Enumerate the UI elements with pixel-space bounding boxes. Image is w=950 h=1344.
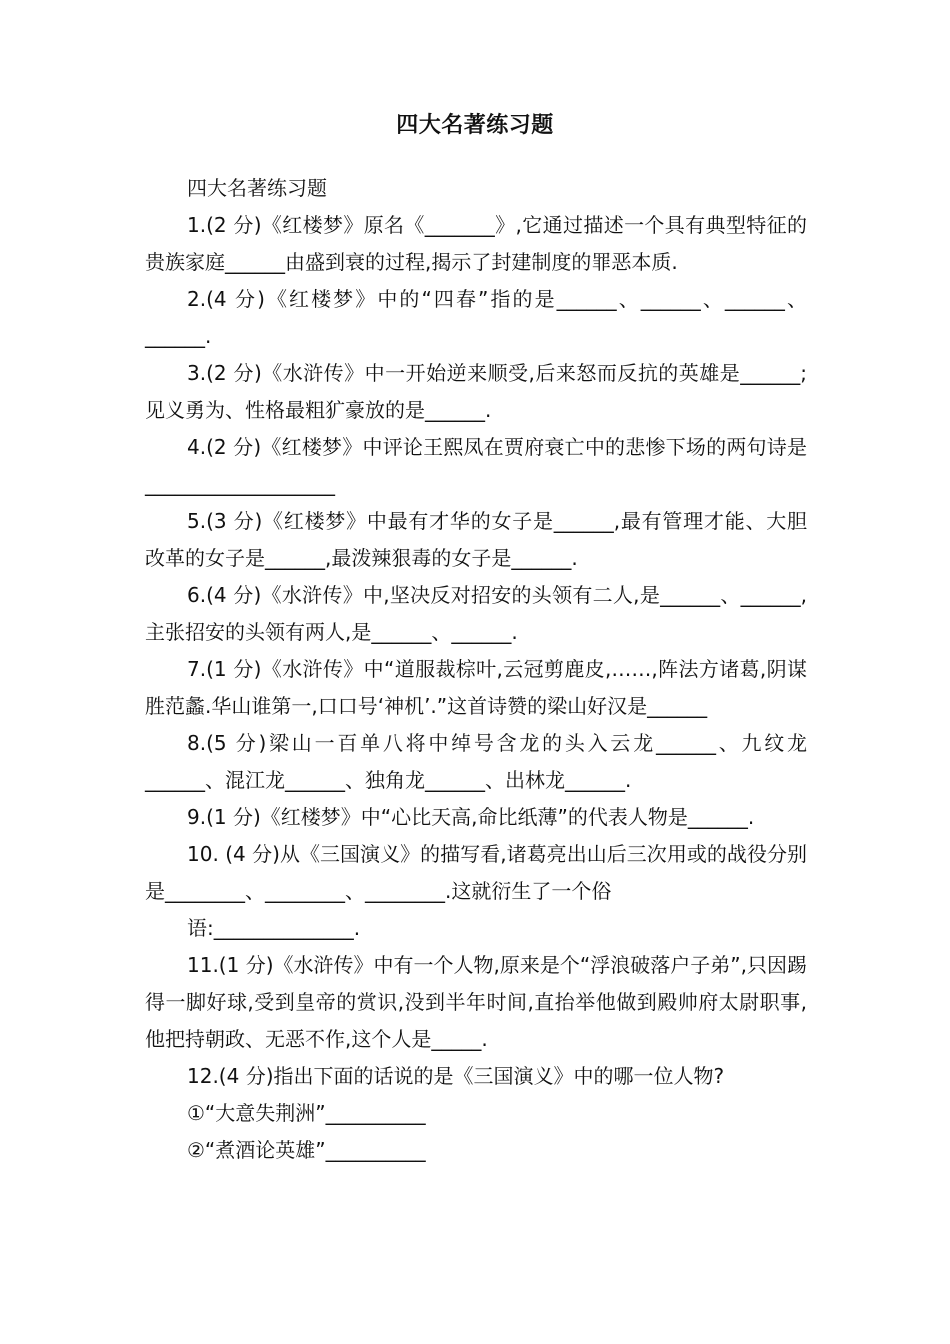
document-body <box>145 170 807 1169</box>
question-6: 6.(4 分)《水浒传》中,坚决反对招安的头领有二人,是______、______,主张招安的头领有两人,是______、______. <box>145 583 807 644</box>
question-7: 7.(1 分)《水浒传》中“道服裁棕叶,云冠剪鹿皮,……,阵法方诸葛,阴谋胜范蠡.华山谁第一,口口号‘神机’.”这首诗赞的梁山好汉是______ <box>145 657 807 718</box>
question-10: 10. (4 分)从《三国演义》的描写看,诸葛亮出山后三次用或的战役分别是________、________、________.这就衍生了一个俗 <box>145 842 807 903</box>
question-2: 2.(4 分)《红楼梦》中的“四春”指的是______、______、______、______. <box>145 287 807 348</box>
question-8: 8.(5 分)梁山一百单八将中绰号含龙的头入云龙______、九纹龙______、混江龙______、独角龙______、出林龙______. <box>145 731 807 792</box>
question-12-item-2: ②“煮酒论英雄”__________ <box>187 1138 426 1162</box>
question-1: 1.(2 分)《红楼梦》原名《_______》,它通过描述一个具有典型特征的贵族家庭______由盛到衰的过程,揭示了封建制度的罪恶本质. <box>145 213 807 274</box>
question-3: 3.(2 分)《水浒传》中一开始逆来顺受,后来怒而反抗的英雄是______;见义勇为、性格最粗犷豪放的是______. <box>145 361 807 422</box>
page-title: 四大名著练习题 <box>396 113 554 138</box>
question-9: 9.(1 分)《红楼梦》中“心比天高,命比纸薄”的代表人物是______. <box>187 805 755 829</box>
question-4: 4.(2 分)《红楼梦》中评论王熙凤在贾府衰亡中的悲惨下场的两句诗是___________________ <box>145 435 807 496</box>
body-heading: 四大名著练习题 <box>187 176 327 200</box>
question-10-continuation: 语:______________. <box>187 916 361 940</box>
question-11: 11.(1 分)《水浒传》中有一个人物,原来是个“浮浪破落户子弟”,只因踢得一脚好球,受到皇帝的赏识,没到半年时间,直抬举他做到殿帅府太尉职事,他把持朝政、无恶不作,这个人是_____. <box>145 953 807 1051</box>
question-12-item-1: ①“大意失荆洲”__________ <box>187 1101 426 1125</box>
question-5: 5.(3 分)《红楼梦》中最有才华的女子是______,最有管理才能、大胆改革的女子是______,最泼辣狠毒的女子是______. <box>145 509 807 570</box>
question-12: 12.(4 分)指出下面的话说的是《三国演义》中的哪一位人物? <box>187 1064 725 1088</box>
